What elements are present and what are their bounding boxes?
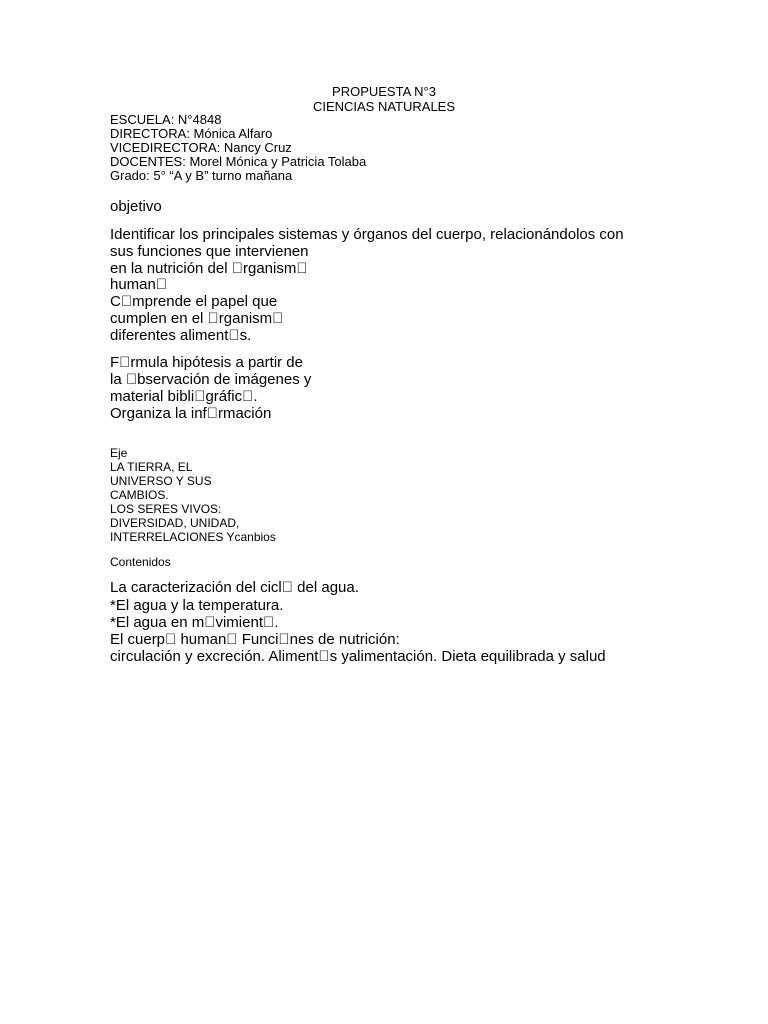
eje-line: CAMBIOS. xyxy=(110,488,169,502)
eje-line: LA TIERRA, EL xyxy=(110,460,193,474)
docentes-line: DOCENTES: Morel Mónica y Patricia Tolaba xyxy=(110,154,367,169)
school-line: ESCUELA: N°4848 xyxy=(110,112,222,127)
objetivo-text-line: sus funciones que intervienen xyxy=(110,243,309,260)
contenidos-line: *El agua y la temperatura. xyxy=(110,597,284,614)
objetivo-heading: objetivo xyxy=(110,198,162,215)
grado-line: Grado: 5° “A y B” turno mañana xyxy=(110,168,293,183)
objetivo-text-line: human xyxy=(110,276,161,293)
contenidos-line: El cuerp human Funci nes de nutrición: xyxy=(110,631,379,648)
contenidos-line: *El agua en m vimient . xyxy=(110,614,265,631)
objetivo-text-line: cumplen en el rganism xyxy=(110,310,270,327)
eje-line: LOS SERES VIVOS: xyxy=(110,502,222,516)
objetivo-text-line: la bservación de imágenes y xyxy=(110,371,305,388)
eje-line: DIVERSIDAD, UNIDAD, xyxy=(110,516,240,530)
objetivo-text-line: C mprende el papel que xyxy=(110,293,271,310)
objetivo-text-line: F rmula hipótesis a partir de xyxy=(110,354,296,371)
eje-line: INTERRELACIONES Ycanbios xyxy=(110,530,276,544)
objetivo-text-line: material bibli gráfic . xyxy=(110,388,244,405)
document-subject: CIENCIAS NATURALES xyxy=(312,99,456,114)
objetivo-text-line: diferentes aliment s. xyxy=(110,327,245,344)
eje-heading: Eje xyxy=(110,446,128,460)
contenidos-line: La caracterización del cicl del agua. xyxy=(110,579,352,596)
objetivo-text-line: Identificar los principales sistemas y órganos del cuerpo, relacionándolos con xyxy=(110,226,624,243)
contenidos-line: circulación y excreción. Aliment s yalimentación. Dieta equilibrada y salud xyxy=(110,648,599,665)
document-title: PROPUESTA N°3 xyxy=(332,84,436,99)
vicedirectora-line: VICEDIRECTORA: Nancy Cruz xyxy=(110,140,292,155)
directora-line: DIRECTORA: Mónica Alfaro xyxy=(110,126,273,141)
objetivo-text-line: Organiza la inf rmación xyxy=(110,405,265,422)
contenidos-heading: Contenidos xyxy=(110,555,171,569)
objetivo-text-line: en la nutrición del rganism xyxy=(110,260,294,277)
eje-line: UNIVERSO Y SUS xyxy=(110,474,212,488)
